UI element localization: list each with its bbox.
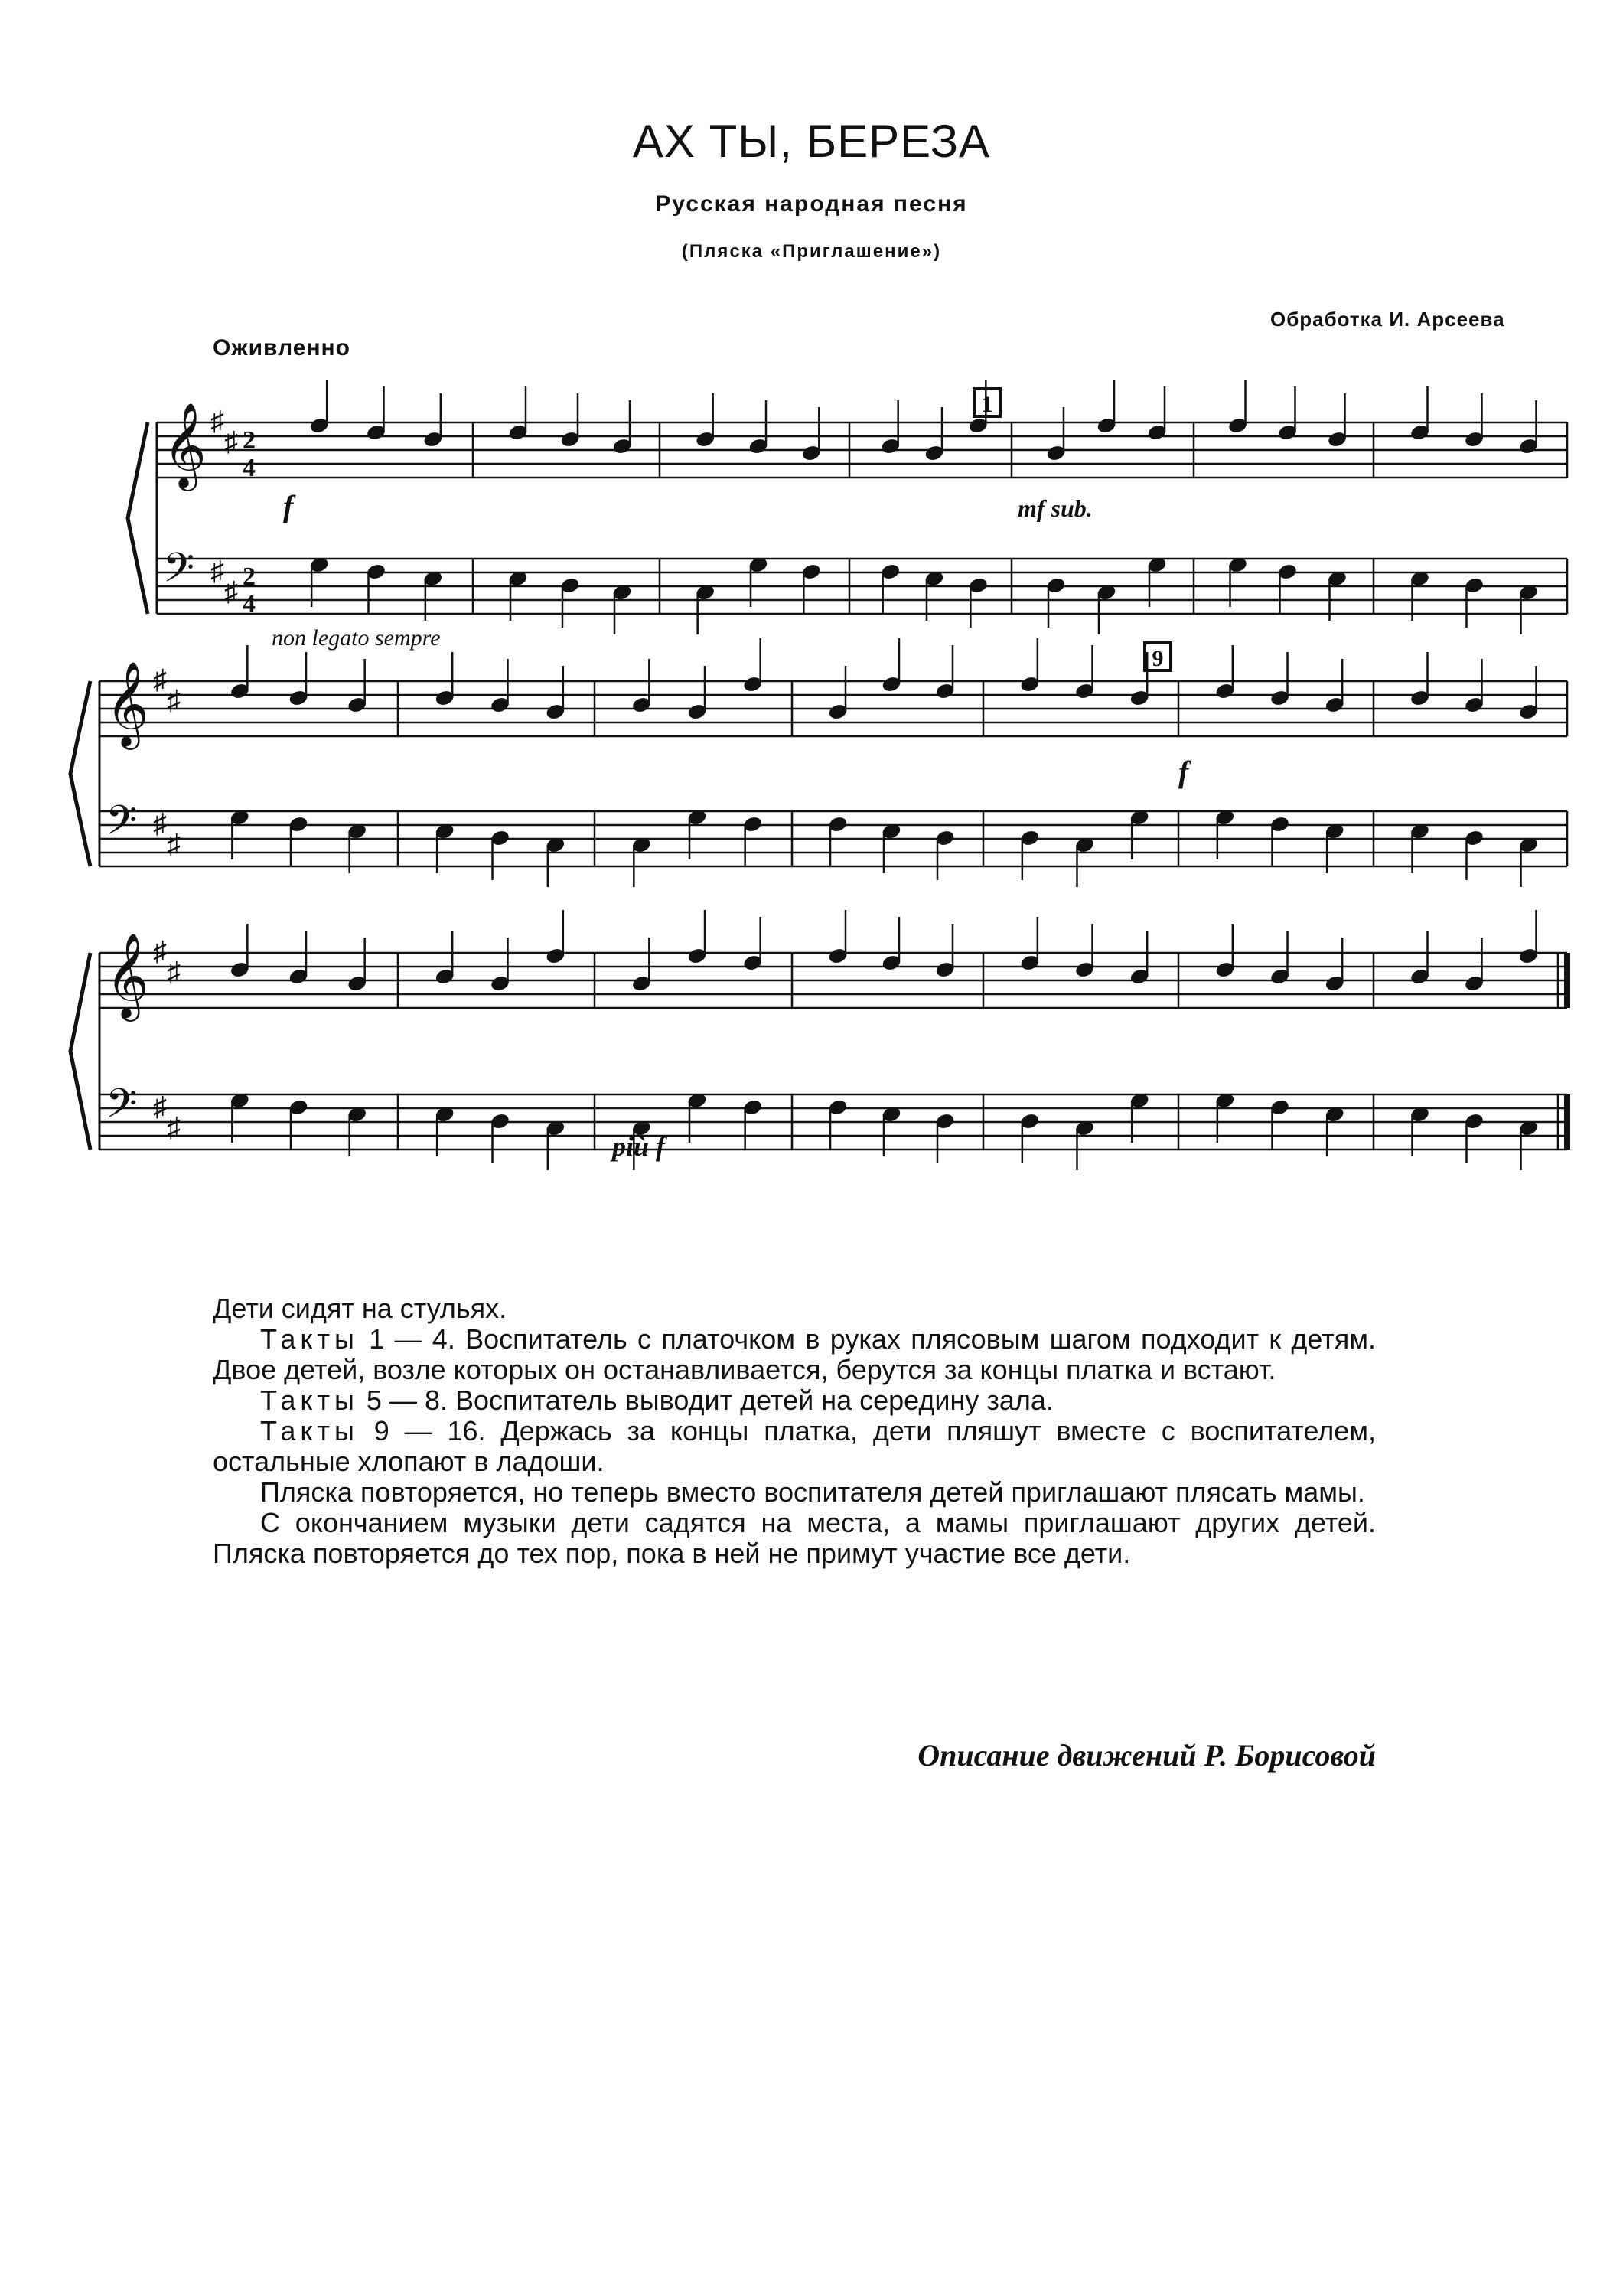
- sharp-icon: ♯: [167, 957, 181, 987]
- sharp-icon: ♯: [224, 426, 238, 457]
- rehearsal-mark-1: 1: [981, 392, 993, 417]
- brace-icon: [128, 422, 148, 614]
- sharp-icon: ♯: [210, 556, 224, 586]
- dance-instructions: [213, 1293, 1376, 1569]
- dynamic-mf-sub: mf sub.: [1018, 494, 1093, 522]
- dynamic-forte: f: [283, 489, 294, 523]
- articulation-non-legato: non legato sempre: [272, 625, 441, 651]
- treble-clef-icon: 𝄞: [106, 934, 149, 1016]
- sharp-icon: ♯: [153, 808, 167, 839]
- sharp-icon: ♯: [153, 1091, 167, 1122]
- sharp-icon: ♯: [153, 664, 167, 695]
- instructions-bars-5-8: Такты 5 — 8. Воспитатель выводит детей на середину зала.: [260, 1384, 1054, 1416]
- arranger-credit: Обработка И. Арсеева: [1270, 308, 1505, 331]
- brace-icon: [70, 953, 90, 1150]
- instructions-ending: С окончанием музыки дети садятся на места, а мамы приглашают других детей. Пляска повторяется до тех пор, пока в ней не примут участие все дети.: [213, 1507, 1376, 1569]
- sharp-icon: ♯: [153, 936, 167, 967]
- time-signature-icon: 4: [243, 454, 256, 482]
- choreography-credit: Описание движений Р. Борисовой: [917, 1738, 1376, 1773]
- treble-clef-icon: 𝄞: [163, 404, 207, 486]
- instructions-bars-9-16: Такты 9 — 16. Держась за концы платка, дети пляшут вместе с воспитателем, остальные хлопают в ладоши.: [213, 1415, 1376, 1477]
- dynamic-forte-9: f: [1178, 755, 1189, 789]
- brace-icon: [70, 681, 90, 866]
- sharp-icon: ♯: [167, 829, 181, 859]
- sharp-icon: ♯: [210, 406, 224, 436]
- instructions-repeat: Пляска повторяется, но теперь вместо воспитателя детей приглашают плясать мамы.: [260, 1476, 1365, 1508]
- time-signature-icon: 4: [243, 590, 256, 618]
- bars-label: Такты: [260, 1415, 359, 1446]
- time-signature-icon: 2: [243, 426, 256, 455]
- piece-title: АХ ТЫ, БЕРЕЗА: [632, 116, 991, 167]
- treble-clef-icon: 𝄞: [106, 663, 149, 745]
- rehearsal-mark-9: 9: [1152, 646, 1164, 671]
- bars-label: Такты: [260, 1384, 359, 1416]
- tempo-marking: Оживленно: [213, 335, 351, 360]
- bass-clef-icon: 𝄢: [106, 798, 138, 853]
- piece-subtitle: Русская народная песня: [655, 191, 968, 217]
- time-signature-icon: 2: [243, 563, 256, 591]
- sharp-icon: ♯: [167, 685, 181, 716]
- instructions-intro: Дети сидят на стульях.: [213, 1293, 507, 1324]
- sharp-icon: ♯: [224, 576, 238, 607]
- bars-label: Такты: [260, 1323, 359, 1355]
- dynamic-piu-forte: più f: [612, 1131, 666, 1162]
- bass-clef-icon: 𝄢: [106, 1081, 138, 1136]
- instructions-bars-1-4: Такты 1 — 4. Воспитатель с платочком в руках плясовым шагом подходит к детям. Двое детей, возле которых он останавливается, берутся за концы платка и встают.: [213, 1323, 1376, 1385]
- bass-clef-icon: 𝄢: [163, 546, 195, 600]
- sharp-icon: ♯: [167, 1112, 181, 1143]
- dance-name: (Пляска «Приглашение»): [681, 241, 942, 262]
